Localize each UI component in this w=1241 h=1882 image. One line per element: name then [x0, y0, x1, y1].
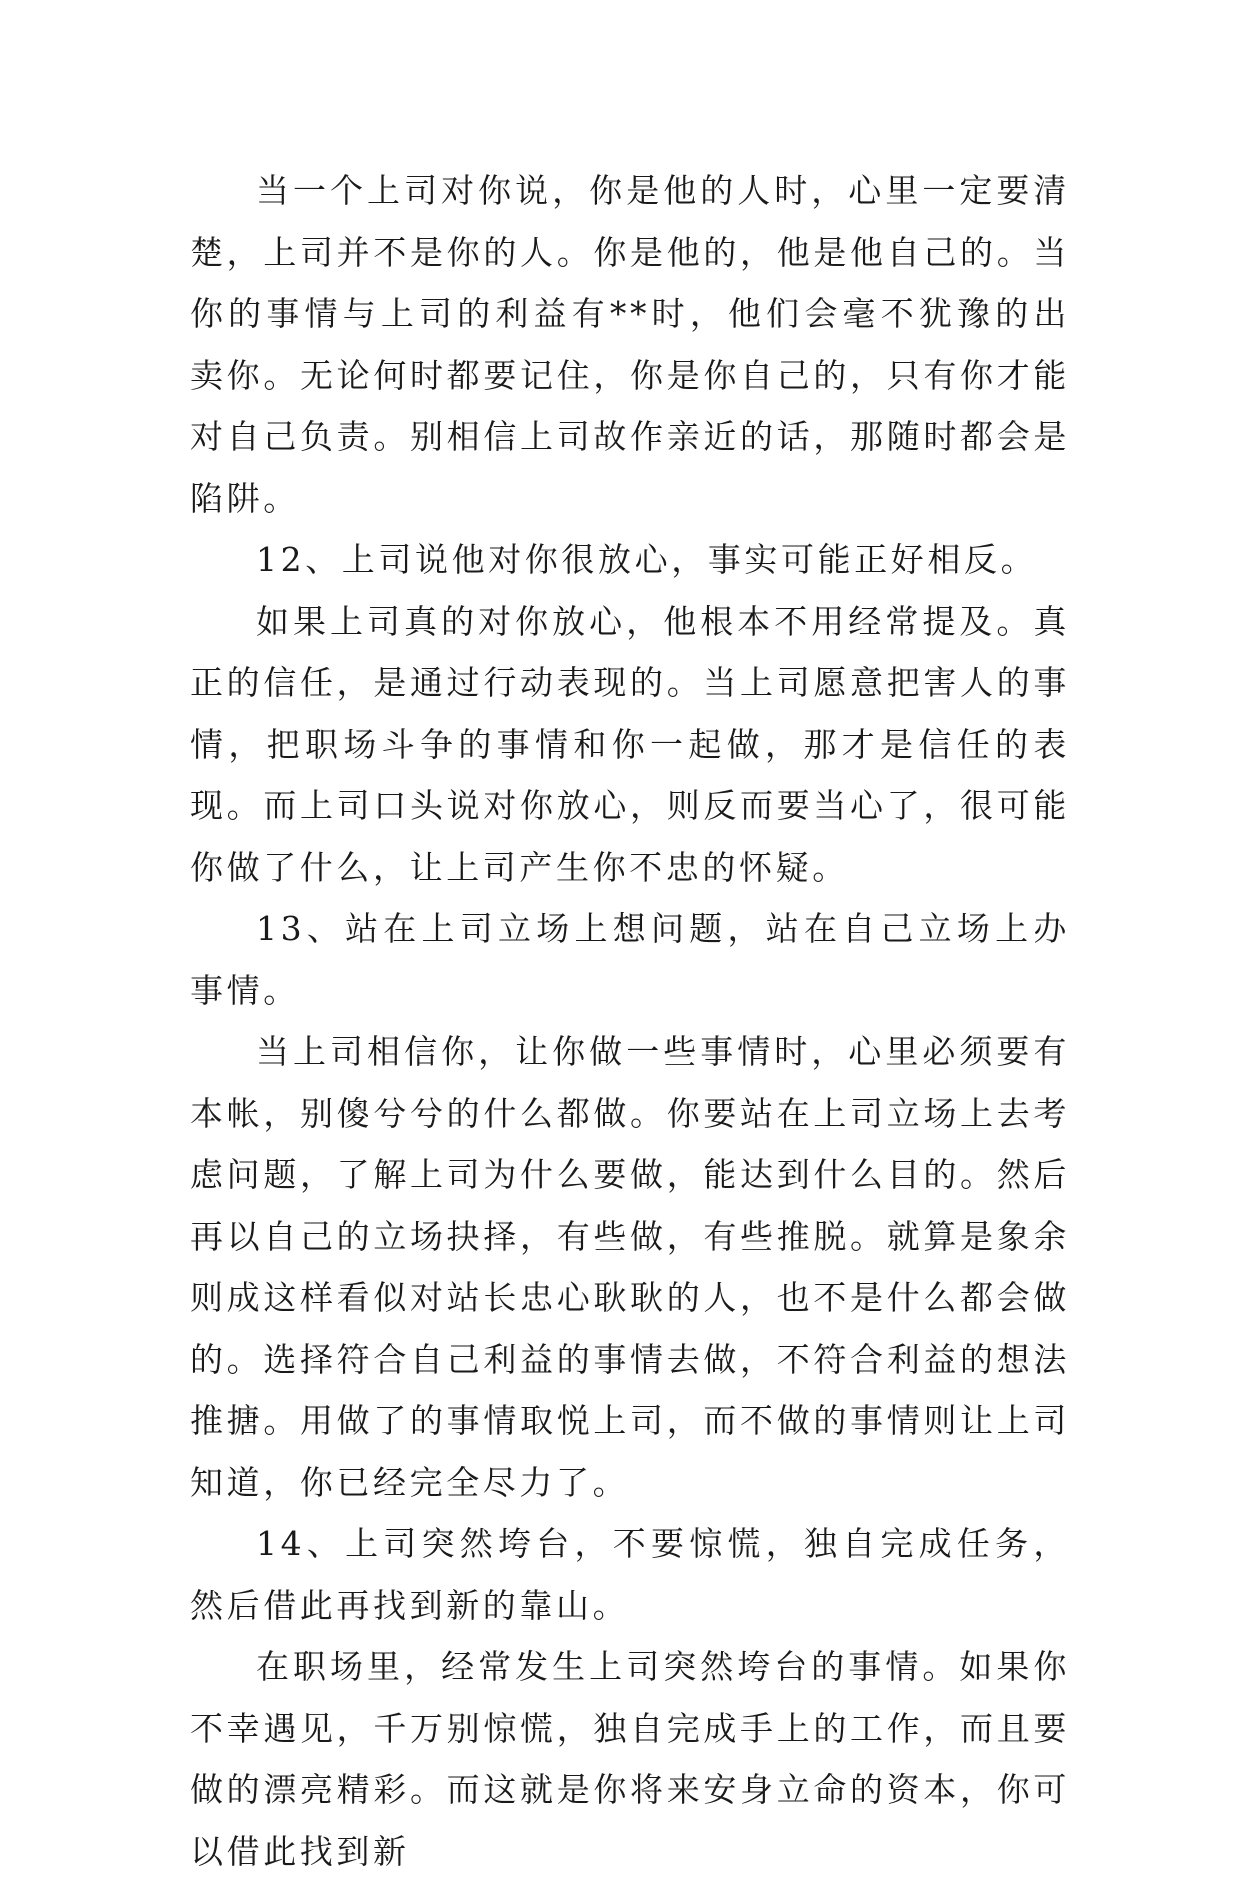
- paragraph: 当一个上司对你说，你是他的人时，心里一定要清楚，上司并不是你的人。你是他的，他是他自己的。当你的事情与上司的利益有**时，他们会毫不犹豫的出卖你。无论何时都要记住，你是你自己的，只有你才能对自己负责。别相信上司故作亲近的话，那随时都会是陷阱。: [190, 171, 1070, 518]
- paragraph: 在职场里，经常发生上司突然垮台的事情。如果你不幸遇见，千万别惊慌，独自完成手上的工作，而且要做的漂亮精彩。而这就是你将来安身立命的资本，你可以借此找到新: [190, 1647, 1070, 1871]
- body-text: [190, 160, 1070, 1882]
- paragraph: 如果上司真的对你放心，他根本不用经常提及。真正的信任，是通过行动表现的。当上司愿意把害人的事情，把职场斗争的事情和你一起做，那才是信任的表现。而上司口头说对你放心，则反而要当心了，很可能你做了什么，让上司产生你不忠的怀疑。: [190, 601, 1070, 887]
- paragraph: 当上司相信你，让你做一些事情时，心里必须要有本帐，别傻兮兮的什么都做。你要站在上司立场上去考虑问题，了解上司为什么要做，能达到什么目的。然后再以自己的立场抉择，有些做，有些推脱。就算是象余则成这样看似对站长忠心耿耿的人，也不是什么都会做的。选择符合自己利益的事情去做，不符合利益的想法推搪。用做了的事情取悦上司，而不做的事情则让上司知道，你已经完全尽力了。: [190, 1032, 1070, 1502]
- section-heading-12: 12、上司说他对你很放心，事实可能正好相反。: [256, 540, 1038, 579]
- section-heading-13: 13、站在上司立场上想问题，站在自己立场上办事情。: [190, 909, 1070, 1010]
- section-heading-14: 14、上司突然垮台，不要惊慌，独自完成任务，然后借此再找到新的靠山。: [190, 1524, 1070, 1625]
